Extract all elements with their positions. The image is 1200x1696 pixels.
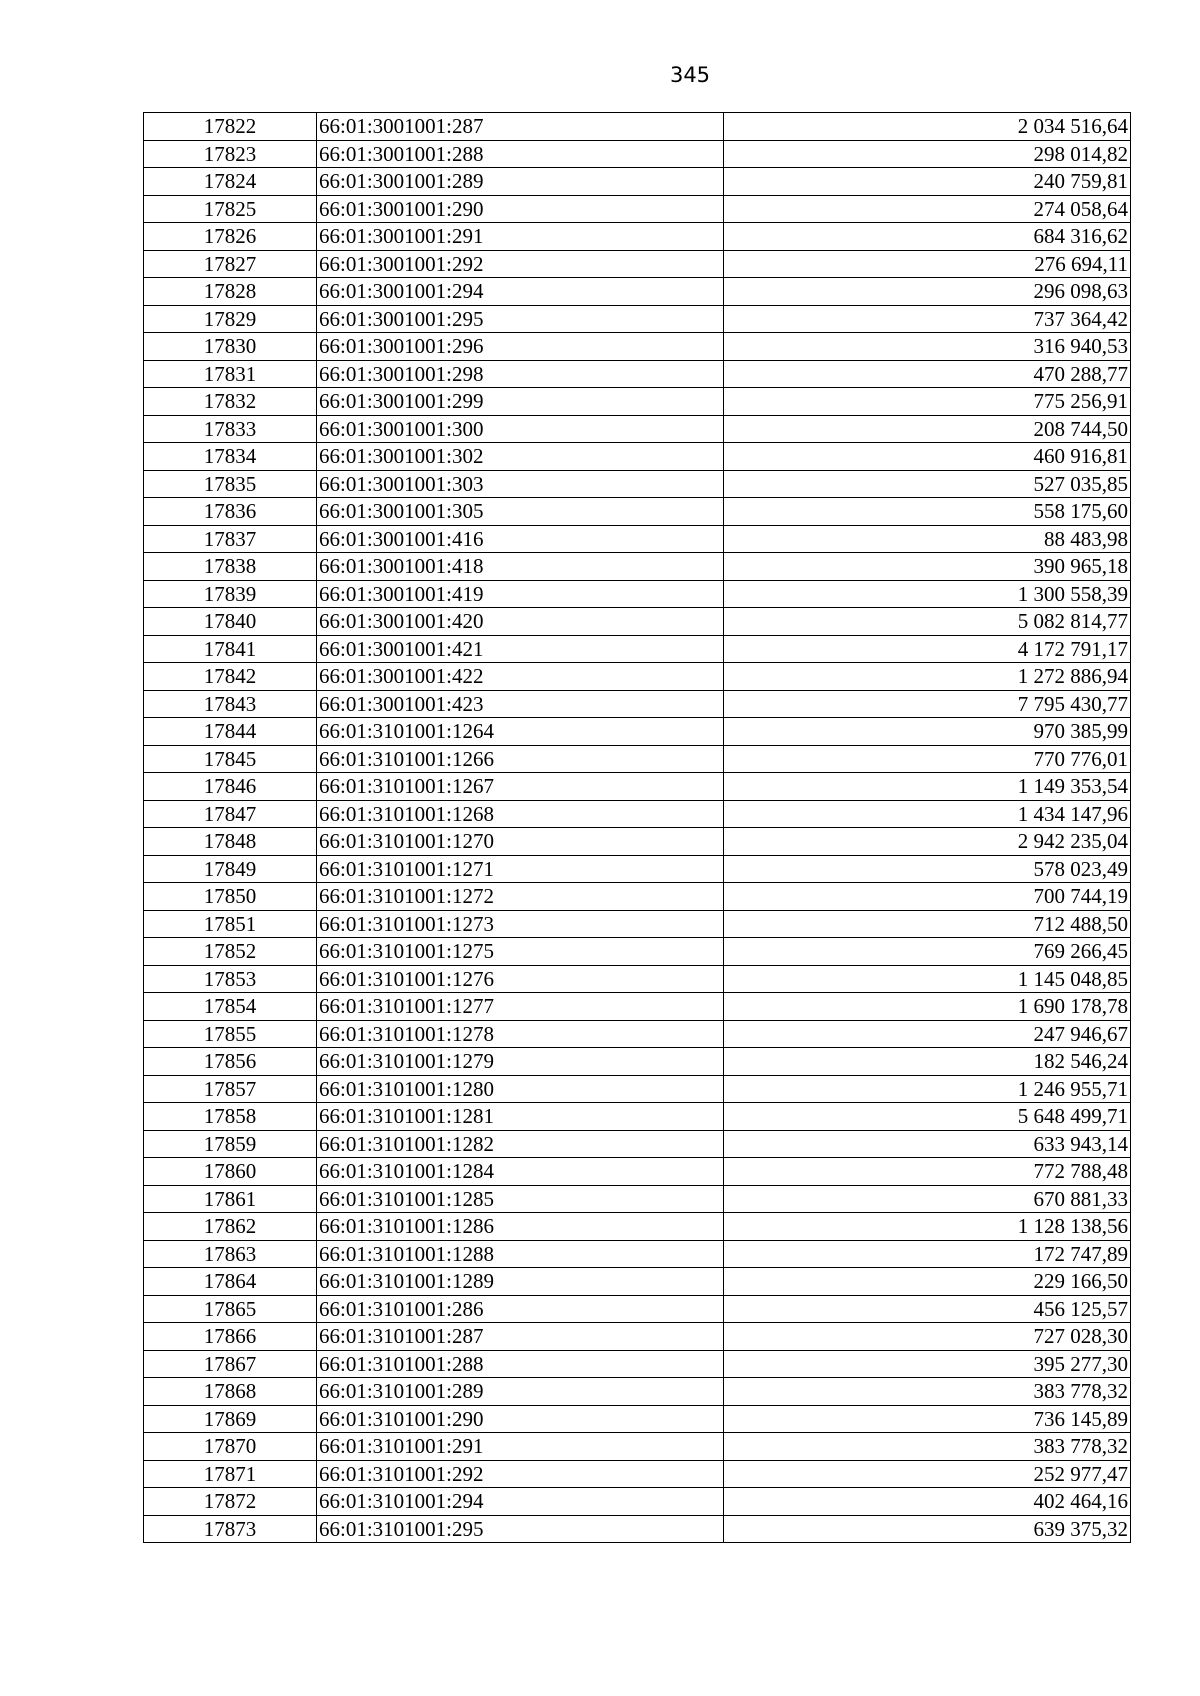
table-row — [144, 415, 1131, 443]
cadastral-value: 639 375,32 — [724, 1515, 1131, 1543]
cadastral-number: 66:01:3101001:291 — [317, 1433, 724, 1461]
row-number: 17822 — [144, 113, 317, 141]
table-row — [144, 1515, 1131, 1543]
table-row — [144, 1020, 1131, 1048]
cadastral-value: 5 648 499,71 — [724, 1103, 1131, 1131]
table-row — [144, 553, 1131, 581]
table-row — [144, 1240, 1131, 1268]
cadastral-number: 66:01:3001001:298 — [317, 360, 724, 388]
row-number: 17841 — [144, 635, 317, 663]
row-number: 17865 — [144, 1295, 317, 1323]
cadastral-number: 66:01:3001001:291 — [317, 223, 724, 251]
table-row — [144, 113, 1131, 141]
row-number: 17832 — [144, 388, 317, 416]
cadastral-value: 737 364,42 — [724, 305, 1131, 333]
cadastral-value: 208 744,50 — [724, 415, 1131, 443]
table-row — [144, 140, 1131, 168]
table-body — [144, 113, 1131, 1543]
cadastral-value: 1 246 955,71 — [724, 1075, 1131, 1103]
cadastral-number: 66:01:3001001:419 — [317, 580, 724, 608]
cadastral-number: 66:01:3101001:1281 — [317, 1103, 724, 1131]
cadastral-number: 66:01:3101001:287 — [317, 1323, 724, 1351]
cadastral-number: 66:01:3101001:1273 — [317, 910, 724, 938]
cadastral-number: 66:01:3001001:287 — [317, 113, 724, 141]
row-number: 17827 — [144, 250, 317, 278]
row-number: 17862 — [144, 1213, 317, 1241]
cadastral-value: 727 028,30 — [724, 1323, 1131, 1351]
cadastral-number: 66:01:3101001:295 — [317, 1515, 724, 1543]
row-number: 17858 — [144, 1103, 317, 1131]
cadastral-value: 736 145,89 — [724, 1405, 1131, 1433]
cadastral-value: 633 943,14 — [724, 1130, 1131, 1158]
cadastral-value: 2 942 235,04 — [724, 828, 1131, 856]
row-number: 17833 — [144, 415, 317, 443]
cadastral-value: 712 488,50 — [724, 910, 1131, 938]
cadastral-number: 66:01:3001001:289 — [317, 168, 724, 196]
row-number: 17863 — [144, 1240, 317, 1268]
cadastral-value: 527 035,85 — [724, 470, 1131, 498]
table-row — [144, 223, 1131, 251]
cadastral-number: 66:01:3001001:294 — [317, 278, 724, 306]
row-number: 17849 — [144, 855, 317, 883]
cadastral-value: 383 778,32 — [724, 1433, 1131, 1461]
cadastral-value: 7 795 430,77 — [724, 690, 1131, 718]
table-row — [144, 278, 1131, 306]
table-row — [144, 1130, 1131, 1158]
table-row — [144, 1048, 1131, 1076]
table-row — [144, 168, 1131, 196]
table-row — [144, 1158, 1131, 1186]
cadastral-value: 558 175,60 — [724, 498, 1131, 526]
table-row — [144, 443, 1131, 471]
cadastral-value: 460 916,81 — [724, 443, 1131, 471]
cadastral-number: 66:01:3001001:300 — [317, 415, 724, 443]
cadastral-number: 66:01:3101001:1267 — [317, 773, 724, 801]
row-number: 17857 — [144, 1075, 317, 1103]
table-row — [144, 1323, 1131, 1351]
table-row — [144, 1378, 1131, 1406]
cadastral-number: 66:01:3101001:1288 — [317, 1240, 724, 1268]
cadastral-number: 66:01:3001001:420 — [317, 608, 724, 636]
cadastral-number: 66:01:3001001:302 — [317, 443, 724, 471]
table-row — [144, 883, 1131, 911]
cadastral-number: 66:01:3101001:1272 — [317, 883, 724, 911]
table-row — [144, 828, 1131, 856]
cadastral-value: 298 014,82 — [724, 140, 1131, 168]
row-number: 17860 — [144, 1158, 317, 1186]
row-number: 17851 — [144, 910, 317, 938]
cadastral-number: 66:01:3001001:288 — [317, 140, 724, 168]
page-number: 345 — [669, 63, 711, 87]
row-number: 17848 — [144, 828, 317, 856]
cadastral-number: 66:01:3001001:290 — [317, 195, 724, 223]
row-number: 17856 — [144, 1048, 317, 1076]
cadastral-number: 66:01:3101001:1280 — [317, 1075, 724, 1103]
table-row — [144, 608, 1131, 636]
table-row — [144, 360, 1131, 388]
row-number: 17834 — [144, 443, 317, 471]
cadastral-number: 66:01:3101001:1275 — [317, 938, 724, 966]
row-number: 17854 — [144, 993, 317, 1021]
row-number: 17825 — [144, 195, 317, 223]
cadastral-number: 66:01:3101001:290 — [317, 1405, 724, 1433]
cadastral-number: 66:01:3101001:1285 — [317, 1185, 724, 1213]
table-row — [144, 800, 1131, 828]
cadastral-value: 276 694,11 — [724, 250, 1131, 278]
table-row — [144, 938, 1131, 966]
row-number: 17861 — [144, 1185, 317, 1213]
table-row — [144, 1460, 1131, 1488]
cadastral-number: 66:01:3001001:299 — [317, 388, 724, 416]
row-number: 17844 — [144, 718, 317, 746]
table-row — [144, 1350, 1131, 1378]
row-number: 17866 — [144, 1323, 317, 1351]
cadastral-value: 395 277,30 — [724, 1350, 1131, 1378]
cadastral-value: 172 747,89 — [724, 1240, 1131, 1268]
table-row — [144, 965, 1131, 993]
cadastral-value: 390 965,18 — [724, 553, 1131, 581]
cadastral-value: 2 034 516,64 — [724, 113, 1131, 141]
table-row — [144, 388, 1131, 416]
table-row — [144, 1075, 1131, 1103]
row-number: 17826 — [144, 223, 317, 251]
row-number: 17830 — [144, 333, 317, 361]
cadastral-value: 970 385,99 — [724, 718, 1131, 746]
cadastral-value: 1 145 048,85 — [724, 965, 1131, 993]
cadastral-number: 66:01:3101001:289 — [317, 1378, 724, 1406]
row-number: 17823 — [144, 140, 317, 168]
cadastral-number: 66:01:3101001:1284 — [317, 1158, 724, 1186]
row-number: 17843 — [144, 690, 317, 718]
row-number: 17839 — [144, 580, 317, 608]
cadastral-value: 402 464,16 — [724, 1488, 1131, 1516]
table-row — [144, 525, 1131, 553]
row-number: 17867 — [144, 1350, 317, 1378]
cadastral-number: 66:01:3101001:1277 — [317, 993, 724, 1021]
cadastral-value: 1 128 138,56 — [724, 1213, 1131, 1241]
cadastral-value: 775 256,91 — [724, 388, 1131, 416]
cadastral-value: 769 266,45 — [724, 938, 1131, 966]
cadastral-number: 66:01:3101001:1268 — [317, 800, 724, 828]
cadastral-number: 66:01:3001001:423 — [317, 690, 724, 718]
row-number: 17846 — [144, 773, 317, 801]
row-number: 17872 — [144, 1488, 317, 1516]
cadastral-value: 1 434 147,96 — [724, 800, 1131, 828]
table-row — [144, 1295, 1131, 1323]
table-row — [144, 663, 1131, 691]
cadastral-value: 1 300 558,39 — [724, 580, 1131, 608]
table-row — [144, 1488, 1131, 1516]
cadastral-value: 252 977,47 — [724, 1460, 1131, 1488]
cadastral-number: 66:01:3001001:292 — [317, 250, 724, 278]
table-row — [144, 580, 1131, 608]
cadastral-value: 316 940,53 — [724, 333, 1131, 361]
table-row — [144, 498, 1131, 526]
cadastral-number: 66:01:3101001:1266 — [317, 745, 724, 773]
row-number: 17837 — [144, 525, 317, 553]
cadastral-number: 66:01:3101001:1264 — [317, 718, 724, 746]
cadastral-value: 578 023,49 — [724, 855, 1131, 883]
table-row — [144, 1213, 1131, 1241]
row-number: 17871 — [144, 1460, 317, 1488]
cadastral-value: 274 058,64 — [724, 195, 1131, 223]
cadastral-value: 4 172 791,17 — [724, 635, 1131, 663]
table-row — [144, 718, 1131, 746]
table-row — [144, 910, 1131, 938]
row-number: 17845 — [144, 745, 317, 773]
cadastral-number: 66:01:3001001:416 — [317, 525, 724, 553]
cadastral-number: 66:01:3001001:422 — [317, 663, 724, 691]
row-number: 17855 — [144, 1020, 317, 1048]
row-number: 17847 — [144, 800, 317, 828]
row-number: 17835 — [144, 470, 317, 498]
cadastral-value: 1 149 353,54 — [724, 773, 1131, 801]
table-row — [144, 333, 1131, 361]
row-number: 17850 — [144, 883, 317, 911]
cadastral-value: 1 690 178,78 — [724, 993, 1131, 1021]
cadastral-number: 66:01:3101001:292 — [317, 1460, 724, 1488]
table-row — [144, 1268, 1131, 1296]
cadastral-value: 684 316,62 — [724, 223, 1131, 251]
cadastral-value: 88 483,98 — [724, 525, 1131, 553]
row-number: 17869 — [144, 1405, 317, 1433]
cadastral-number: 66:01:3001001:418 — [317, 553, 724, 581]
row-number: 17842 — [144, 663, 317, 691]
cadastral-number: 66:01:3001001:305 — [317, 498, 724, 526]
row-number: 17864 — [144, 1268, 317, 1296]
cadastral-number: 66:01:3101001:1278 — [317, 1020, 724, 1048]
cadastral-number: 66:01:3101001:294 — [317, 1488, 724, 1516]
cadastral-value: 229 166,50 — [724, 1268, 1131, 1296]
cadastral-number: 66:01:3101001:1286 — [317, 1213, 724, 1241]
cadastral-number: 66:01:3101001:1279 — [317, 1048, 724, 1076]
cadastral-number: 66:01:3101001:1282 — [317, 1130, 724, 1158]
row-number: 17831 — [144, 360, 317, 388]
table-row — [144, 745, 1131, 773]
table-row — [144, 1433, 1131, 1461]
table-row — [144, 690, 1131, 718]
table-row — [144, 635, 1131, 663]
row-number: 17840 — [144, 608, 317, 636]
cadastral-number: 66:01:3001001:421 — [317, 635, 724, 663]
cadastral-value: 383 778,32 — [724, 1378, 1131, 1406]
cadastral-value: 772 788,48 — [724, 1158, 1131, 1186]
cadastral-value: 700 744,19 — [724, 883, 1131, 911]
table-row — [144, 470, 1131, 498]
table-row — [144, 993, 1131, 1021]
cadastral-value: 240 759,81 — [724, 168, 1131, 196]
row-number: 17853 — [144, 965, 317, 993]
cadastral-value: 296 098,63 — [724, 278, 1131, 306]
cadastral-value-table — [143, 112, 1131, 1543]
cadastral-value: 5 082 814,77 — [724, 608, 1131, 636]
table-row — [144, 250, 1131, 278]
table-row — [144, 773, 1131, 801]
cadastral-value: 1 272 886,94 — [724, 663, 1131, 691]
cadastral-number: 66:01:3001001:295 — [317, 305, 724, 333]
cadastral-number: 66:01:3101001:286 — [317, 1295, 724, 1323]
row-number: 17870 — [144, 1433, 317, 1461]
row-number: 17829 — [144, 305, 317, 333]
cadastral-number: 66:01:3001001:303 — [317, 470, 724, 498]
table-row — [144, 1185, 1131, 1213]
cadastral-number: 66:01:3101001:1270 — [317, 828, 724, 856]
row-number: 17852 — [144, 938, 317, 966]
cadastral-value: 182 546,24 — [724, 1048, 1131, 1076]
cadastral-value: 770 776,01 — [724, 745, 1131, 773]
cadastral-number: 66:01:3101001:1276 — [317, 965, 724, 993]
row-number: 17873 — [144, 1515, 317, 1543]
table-row — [144, 1405, 1131, 1433]
cadastral-value: 470 288,77 — [724, 360, 1131, 388]
table-row — [144, 195, 1131, 223]
row-number: 17824 — [144, 168, 317, 196]
row-number: 17828 — [144, 278, 317, 306]
cadastral-number: 66:01:3101001:1289 — [317, 1268, 724, 1296]
cadastral-number: 66:01:3101001:1271 — [317, 855, 724, 883]
cadastral-number: 66:01:3001001:296 — [317, 333, 724, 361]
cadastral-value: 247 946,67 — [724, 1020, 1131, 1048]
row-number: 17868 — [144, 1378, 317, 1406]
cadastral-number: 66:01:3101001:288 — [317, 1350, 724, 1378]
cadastral-value: 670 881,33 — [724, 1185, 1131, 1213]
table-row — [144, 1103, 1131, 1131]
table-row — [144, 855, 1131, 883]
cadastral-value: 456 125,57 — [724, 1295, 1131, 1323]
row-number: 17859 — [144, 1130, 317, 1158]
row-number: 17836 — [144, 498, 317, 526]
table-row — [144, 305, 1131, 333]
row-number: 17838 — [144, 553, 317, 581]
